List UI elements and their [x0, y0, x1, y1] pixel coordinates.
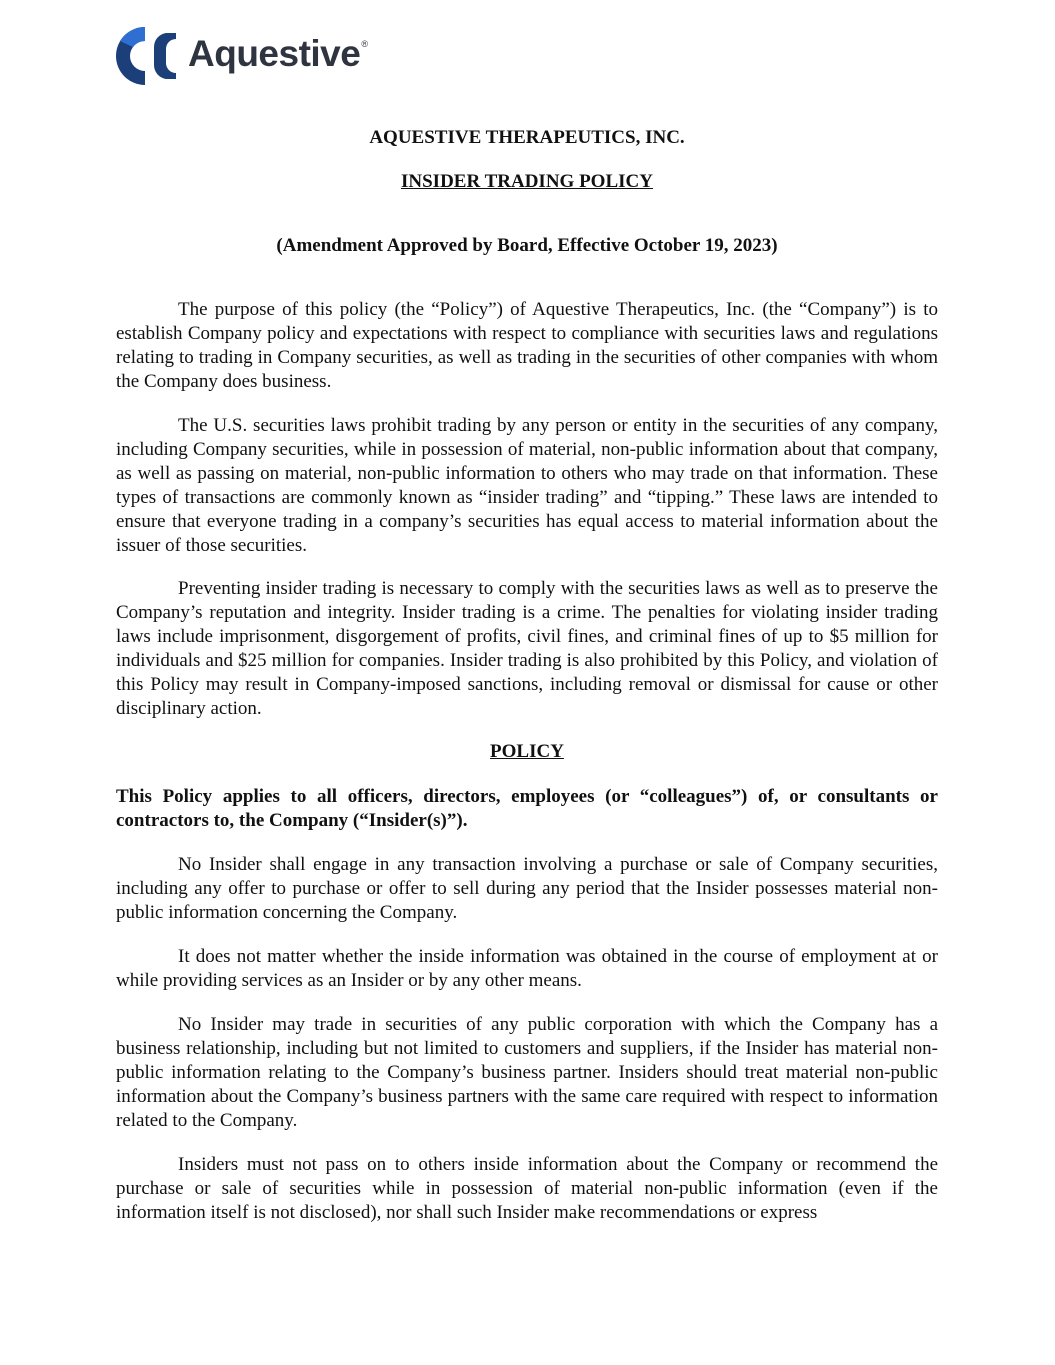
logo-wordmark: Aquestive®: [188, 33, 368, 74]
amendment-subtitle: (Amendment Approved by Board, Effective October 19, 2023): [276, 235, 778, 256]
policy-paragraph-tipping: Insiders must not pass on to others inside information about the Company or recommend the purchase or sale of securities while in possession of material non-public information (even if the information itself is not disclosed), nor shall such Insider make recommendations or express: [116, 1154, 938, 1223]
policy-section-heading: POLICY: [490, 741, 564, 762]
policy-applies-statement: This Policy applies to all officers, directors, employees (or “colleagues”) of, or consultants or contractors to, the Company (“Insider(s)”).: [116, 786, 938, 831]
policy-paragraph-no-transaction: No Insider shall engage in any transaction involving a purchase or sale of Company securities, including any offer to purchase or offer to sell during any period that the Insider possesses material non-public information concerning the Company.: [116, 854, 938, 923]
aquestive-logo-mark-icon: [114, 25, 178, 87]
policy-paragraph-business-partners: No Insider may trade in securities of any public corporation with which the Company has a business relationship, including but not limited to customers and suppliers, if the Insider has material non-public information relating to the Company’s business partner. Insiders should treat material non-public information about the Company’s business partners with the same care required with respect to information related to the Company.: [116, 1014, 938, 1131]
intro-paragraph-purpose: The purpose of this policy (the “Policy”) of Aquestive Therapeutics, Inc. (the “Company”) is to establish Company policy and expectations with respect to compliance with securities laws and regulations relating to trading in Company securities, as well as trading in the securities of other companies with whom the Company does business.: [116, 299, 938, 392]
intro-paragraph-preventing: Preventing insider trading is necessary to comply with the securities laws as well as to preserve the Company’s reputation and integrity. Insider trading is a crime. The penalties for violating insider trading laws include imprisonment, disgorgement of profits, civil fines, and criminal fines of up to $5 million for individuals and $25 million for companies. Insider trading is also prohibited by this Policy, and violation of this Policy may result in Company-imposed sanctions, including removal or dismissal for cause or other disciplinary action.: [116, 578, 938, 719]
company-name-heading: AQUESTIVE THERAPEUTICS, INC.: [369, 127, 685, 148]
policy-title: INSIDER TRADING POLICY: [401, 171, 653, 192]
intro-paragraph-securities-laws: The U.S. securities laws prohibit trading by any person or entity in the securities of any company, including Company securities, while in possession of material, non-public information about that company, as well as passing on material, non-public information to others who may trade on that information. These types of transactions are commonly known as “insider trading” and “tipping.” These laws are intended to ensure that everyone trading in a company’s securities has equal access to material information about the issuer of those securities.: [116, 415, 938, 556]
policy-paragraph-source-irrelevant: It does not matter whether the inside information was obtained in the course of employment at or while providing services as an Insider or by any other means.: [116, 946, 938, 991]
company-logo: [114, 24, 384, 88]
